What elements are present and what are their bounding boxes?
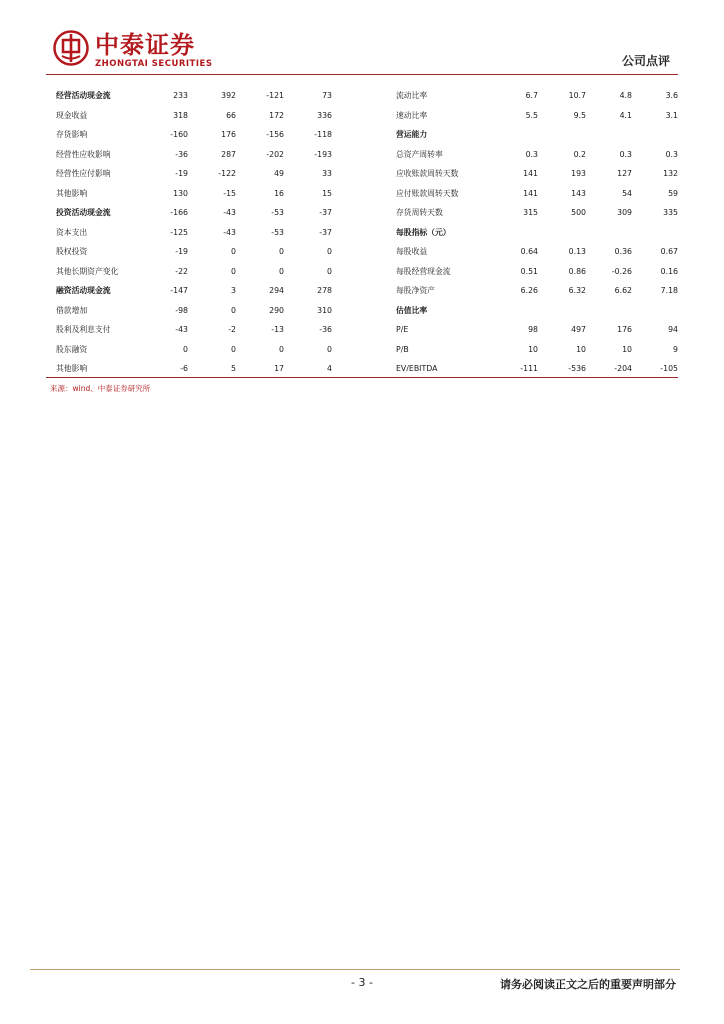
right-row-value: 0.3: [525, 149, 538, 159]
financial-table: [46, 86, 678, 379]
left-row-value: 294: [269, 286, 284, 296]
right-row-value: 94: [668, 325, 678, 335]
left-row-value: 278: [317, 286, 332, 296]
left-row-value: 0: [327, 344, 332, 354]
left-row-value: 0: [231, 266, 236, 276]
left-row-label: 经营性应付影响: [56, 169, 111, 179]
logo-english-name: ZHONGTAI SECURITIES: [95, 59, 213, 69]
left-row-value: 130: [173, 188, 188, 198]
left-row-label: 借款增加: [56, 305, 88, 315]
left-row-label: 融资活动现金流: [56, 286, 111, 296]
right-row-value: -0.26: [611, 266, 632, 276]
right-row-label: P/E: [396, 325, 409, 335]
left-row-value: -166: [170, 208, 188, 218]
table-row: [46, 223, 678, 243]
right-row-value: 10: [622, 344, 632, 354]
right-row-label: 存货周转天数: [396, 208, 443, 218]
left-row-label: 经营性应收影响: [56, 149, 111, 159]
table-row: [46, 184, 678, 204]
right-row-value: -536: [568, 364, 586, 374]
left-row-value: 0: [279, 344, 284, 354]
left-row-value: -156: [266, 130, 284, 140]
left-row-value: 33: [322, 169, 332, 179]
right-row-value: -105: [660, 364, 678, 374]
right-row-value: 59: [668, 188, 678, 198]
zhongtai-logo-icon: [53, 30, 89, 66]
column-gap: [332, 242, 388, 262]
left-row-value: 233: [173, 91, 188, 101]
right-row-value: [632, 301, 678, 321]
report-type-label: 公司点评: [621, 54, 670, 68]
column-gap: [332, 223, 388, 243]
left-row-value: -2: [228, 325, 236, 335]
column-gap: [332, 203, 388, 223]
disclaimer-text: 请务必阅读正文之后的重要声明部分: [500, 978, 676, 991]
right-row-value: 7.18: [660, 286, 678, 296]
right-row-value: 141: [523, 169, 538, 179]
right-row-label: 应付账款周转天数: [396, 188, 459, 198]
left-row-value: 0: [231, 247, 236, 257]
table-bottom-rule: [46, 377, 678, 378]
right-row-value: 0.86: [568, 266, 586, 276]
left-row-value: -15: [223, 188, 236, 198]
left-row-label: 股东融资: [56, 344, 88, 354]
right-row-label: 应收账款周转天数: [396, 169, 459, 179]
right-row-label: 总资产周转率: [396, 149, 443, 159]
right-row-value: [586, 301, 632, 321]
left-row-value: -121: [266, 91, 284, 101]
left-row-value: 176: [221, 130, 236, 140]
left-row-value: -202: [266, 149, 284, 159]
left-row-value: 0: [279, 266, 284, 276]
column-gap: [332, 145, 388, 165]
right-row-value: [632, 125, 678, 145]
left-row-value: 290: [269, 305, 284, 315]
right-row-value: 0.2: [573, 149, 586, 159]
left-row-label: 存货影响: [56, 130, 88, 140]
right-row-label: 营运能力: [396, 130, 428, 140]
left-row-value: -22: [175, 266, 188, 276]
left-row-value: -13: [271, 325, 284, 335]
left-row-value: -36: [175, 149, 188, 159]
right-row-value: [498, 125, 538, 145]
left-row-value: 172: [269, 110, 284, 120]
left-row-value: 318: [173, 110, 188, 120]
right-row-value: 143: [571, 188, 586, 198]
column-gap: [332, 281, 388, 301]
right-row-value: [538, 125, 586, 145]
right-row-label: 每股净资产: [396, 286, 435, 296]
table-row: [46, 145, 678, 165]
right-row-value: 4.8: [619, 91, 632, 101]
left-row-label: 股利及利息支付: [56, 325, 111, 335]
left-row-value: -37: [319, 208, 332, 218]
left-row-value: -6: [180, 364, 188, 374]
right-row-value: -111: [520, 364, 538, 374]
left-row-value: 0: [327, 266, 332, 276]
right-row-value: 0.64: [520, 247, 538, 257]
table-row: [46, 320, 678, 340]
source-note: 来源：wind、中泰证券研究所: [50, 384, 151, 393]
left-row-value: 5: [231, 364, 236, 374]
right-row-value: 0.16: [660, 266, 678, 276]
left-row-value: -118: [314, 130, 332, 140]
left-row-value: 0: [279, 247, 284, 257]
right-row-value: 0.3: [665, 149, 678, 159]
right-row-value: 6.62: [614, 286, 632, 296]
right-row-value: 0.3: [619, 149, 632, 159]
left-row-value: -53: [271, 227, 284, 237]
right-row-value: 0.67: [660, 247, 678, 257]
column-gap: [332, 164, 388, 184]
column-gap: [332, 106, 388, 126]
column-gap: [332, 359, 388, 379]
table-row: [46, 242, 678, 262]
right-row-label: 每股指标（元）: [396, 227, 451, 237]
left-row-value: 49: [274, 169, 284, 179]
left-row-label: 其他长期资产变化: [56, 266, 119, 276]
table-row: [46, 106, 678, 126]
left-row-label: 股权投资: [56, 247, 88, 257]
table-row: [46, 164, 678, 184]
column-gap: [332, 301, 388, 321]
column-gap: [332, 184, 388, 204]
left-row-label: 投资活动现金流: [56, 208, 111, 218]
right-row-value: 4.1: [619, 110, 632, 120]
table-row: [46, 359, 678, 379]
left-row-value: -36: [319, 325, 332, 335]
right-row-value: [538, 301, 586, 321]
column-gap: [332, 86, 388, 106]
table-row: [46, 262, 678, 282]
left-row-value: 3: [231, 286, 236, 296]
right-row-value: 0.13: [568, 247, 586, 257]
column-gap: [332, 262, 388, 282]
left-row-value: -98: [175, 305, 188, 315]
right-row-value: -204: [614, 364, 632, 374]
right-row-value: [586, 223, 632, 243]
right-row-label: P/B: [396, 344, 409, 354]
logo-chinese-name: 中泰证券: [95, 31, 195, 59]
company-logo: [53, 30, 273, 72]
left-row-value: 66: [226, 110, 236, 120]
right-row-value: 335: [663, 208, 678, 218]
right-row-label: 估值比率: [396, 305, 428, 315]
right-row-value: 0.51: [520, 266, 538, 276]
right-row-value: 10.7: [568, 91, 586, 101]
right-row-value: 6.32: [568, 286, 586, 296]
left-row-label: 资本支出: [56, 227, 88, 237]
left-row-value: 73: [322, 91, 332, 101]
right-row-value: 98: [528, 325, 538, 335]
left-row-value: -19: [175, 247, 188, 257]
right-row-value: 141: [523, 188, 538, 198]
right-row-value: 176: [617, 325, 632, 335]
left-row-label: 经营活动现金流: [56, 91, 111, 101]
left-row-value: -53: [271, 208, 284, 218]
right-row-value: 3.1: [665, 110, 678, 120]
left-row-value: 0: [231, 305, 236, 315]
left-row-value: 17: [274, 364, 284, 374]
right-row-label: EV/EBITDA: [396, 364, 438, 374]
left-row-value: 392: [221, 91, 236, 101]
right-row-value: 10: [576, 344, 586, 354]
right-row-value: 193: [571, 169, 586, 179]
left-row-value: -122: [218, 169, 236, 179]
right-row-value: 6.26: [520, 286, 538, 296]
left-row-value: 336: [317, 110, 332, 120]
table-row: [46, 340, 678, 360]
financial-table-container: [46, 86, 678, 379]
right-row-value: 127: [617, 169, 632, 179]
left-row-label: 现金收益: [56, 110, 88, 120]
table-row: [46, 203, 678, 223]
left-row-value: -43: [175, 325, 188, 335]
left-row-value: -43: [223, 227, 236, 237]
footer-divider: [30, 969, 680, 970]
table-row: [46, 301, 678, 321]
right-row-value: 54: [622, 188, 632, 198]
header-divider: [46, 74, 678, 75]
right-row-value: 9: [673, 344, 678, 354]
right-row-label: 速动比率: [396, 110, 428, 120]
column-gap: [332, 125, 388, 145]
left-row-value: 4: [327, 364, 332, 374]
right-row-value: [498, 223, 538, 243]
left-row-value: 0: [183, 344, 188, 354]
column-gap: [332, 320, 388, 340]
table-row: [46, 125, 678, 145]
left-row-value: -193: [314, 149, 332, 159]
right-row-value: 309: [617, 208, 632, 218]
page-number: - 3 -: [351, 976, 373, 989]
right-row-value: 3.6: [665, 91, 678, 101]
left-row-value: -19: [175, 169, 188, 179]
left-row-label: 其他影响: [56, 364, 88, 374]
left-row-value: -37: [319, 227, 332, 237]
left-row-value: 0: [231, 344, 236, 354]
right-row-value: 132: [663, 169, 678, 179]
left-row-value: 15: [322, 188, 332, 198]
right-row-value: [538, 223, 586, 243]
left-row-value: 0: [327, 247, 332, 257]
left-row-value: 310: [317, 305, 332, 315]
table-row: [46, 281, 678, 301]
right-row-label: 每股经营现金流: [396, 266, 451, 276]
left-row-value: 16: [274, 188, 284, 198]
right-row-value: 497: [571, 325, 586, 335]
left-row-value: -125: [170, 227, 188, 237]
left-row-value: -160: [170, 130, 188, 140]
right-row-value: [498, 301, 538, 321]
right-row-value: 500: [571, 208, 586, 218]
left-row-value: -43: [223, 208, 236, 218]
column-gap: [332, 340, 388, 360]
right-row-value: [632, 223, 678, 243]
right-row-value: 6.7: [525, 91, 538, 101]
right-row-value: 5.5: [525, 110, 538, 120]
right-row-label: 每股收益: [396, 247, 428, 257]
left-row-value: -147: [170, 286, 188, 296]
left-row-label: 其他影响: [56, 188, 88, 198]
right-row-value: [586, 125, 632, 145]
right-row-label: 流动比率: [396, 91, 428, 101]
right-row-value: 0.36: [614, 247, 632, 257]
right-row-value: 315: [523, 208, 538, 218]
left-row-value: 287: [221, 149, 236, 159]
table-row: [46, 86, 678, 106]
right-row-value: 10: [528, 344, 538, 354]
right-row-value: 9.5: [573, 110, 586, 120]
